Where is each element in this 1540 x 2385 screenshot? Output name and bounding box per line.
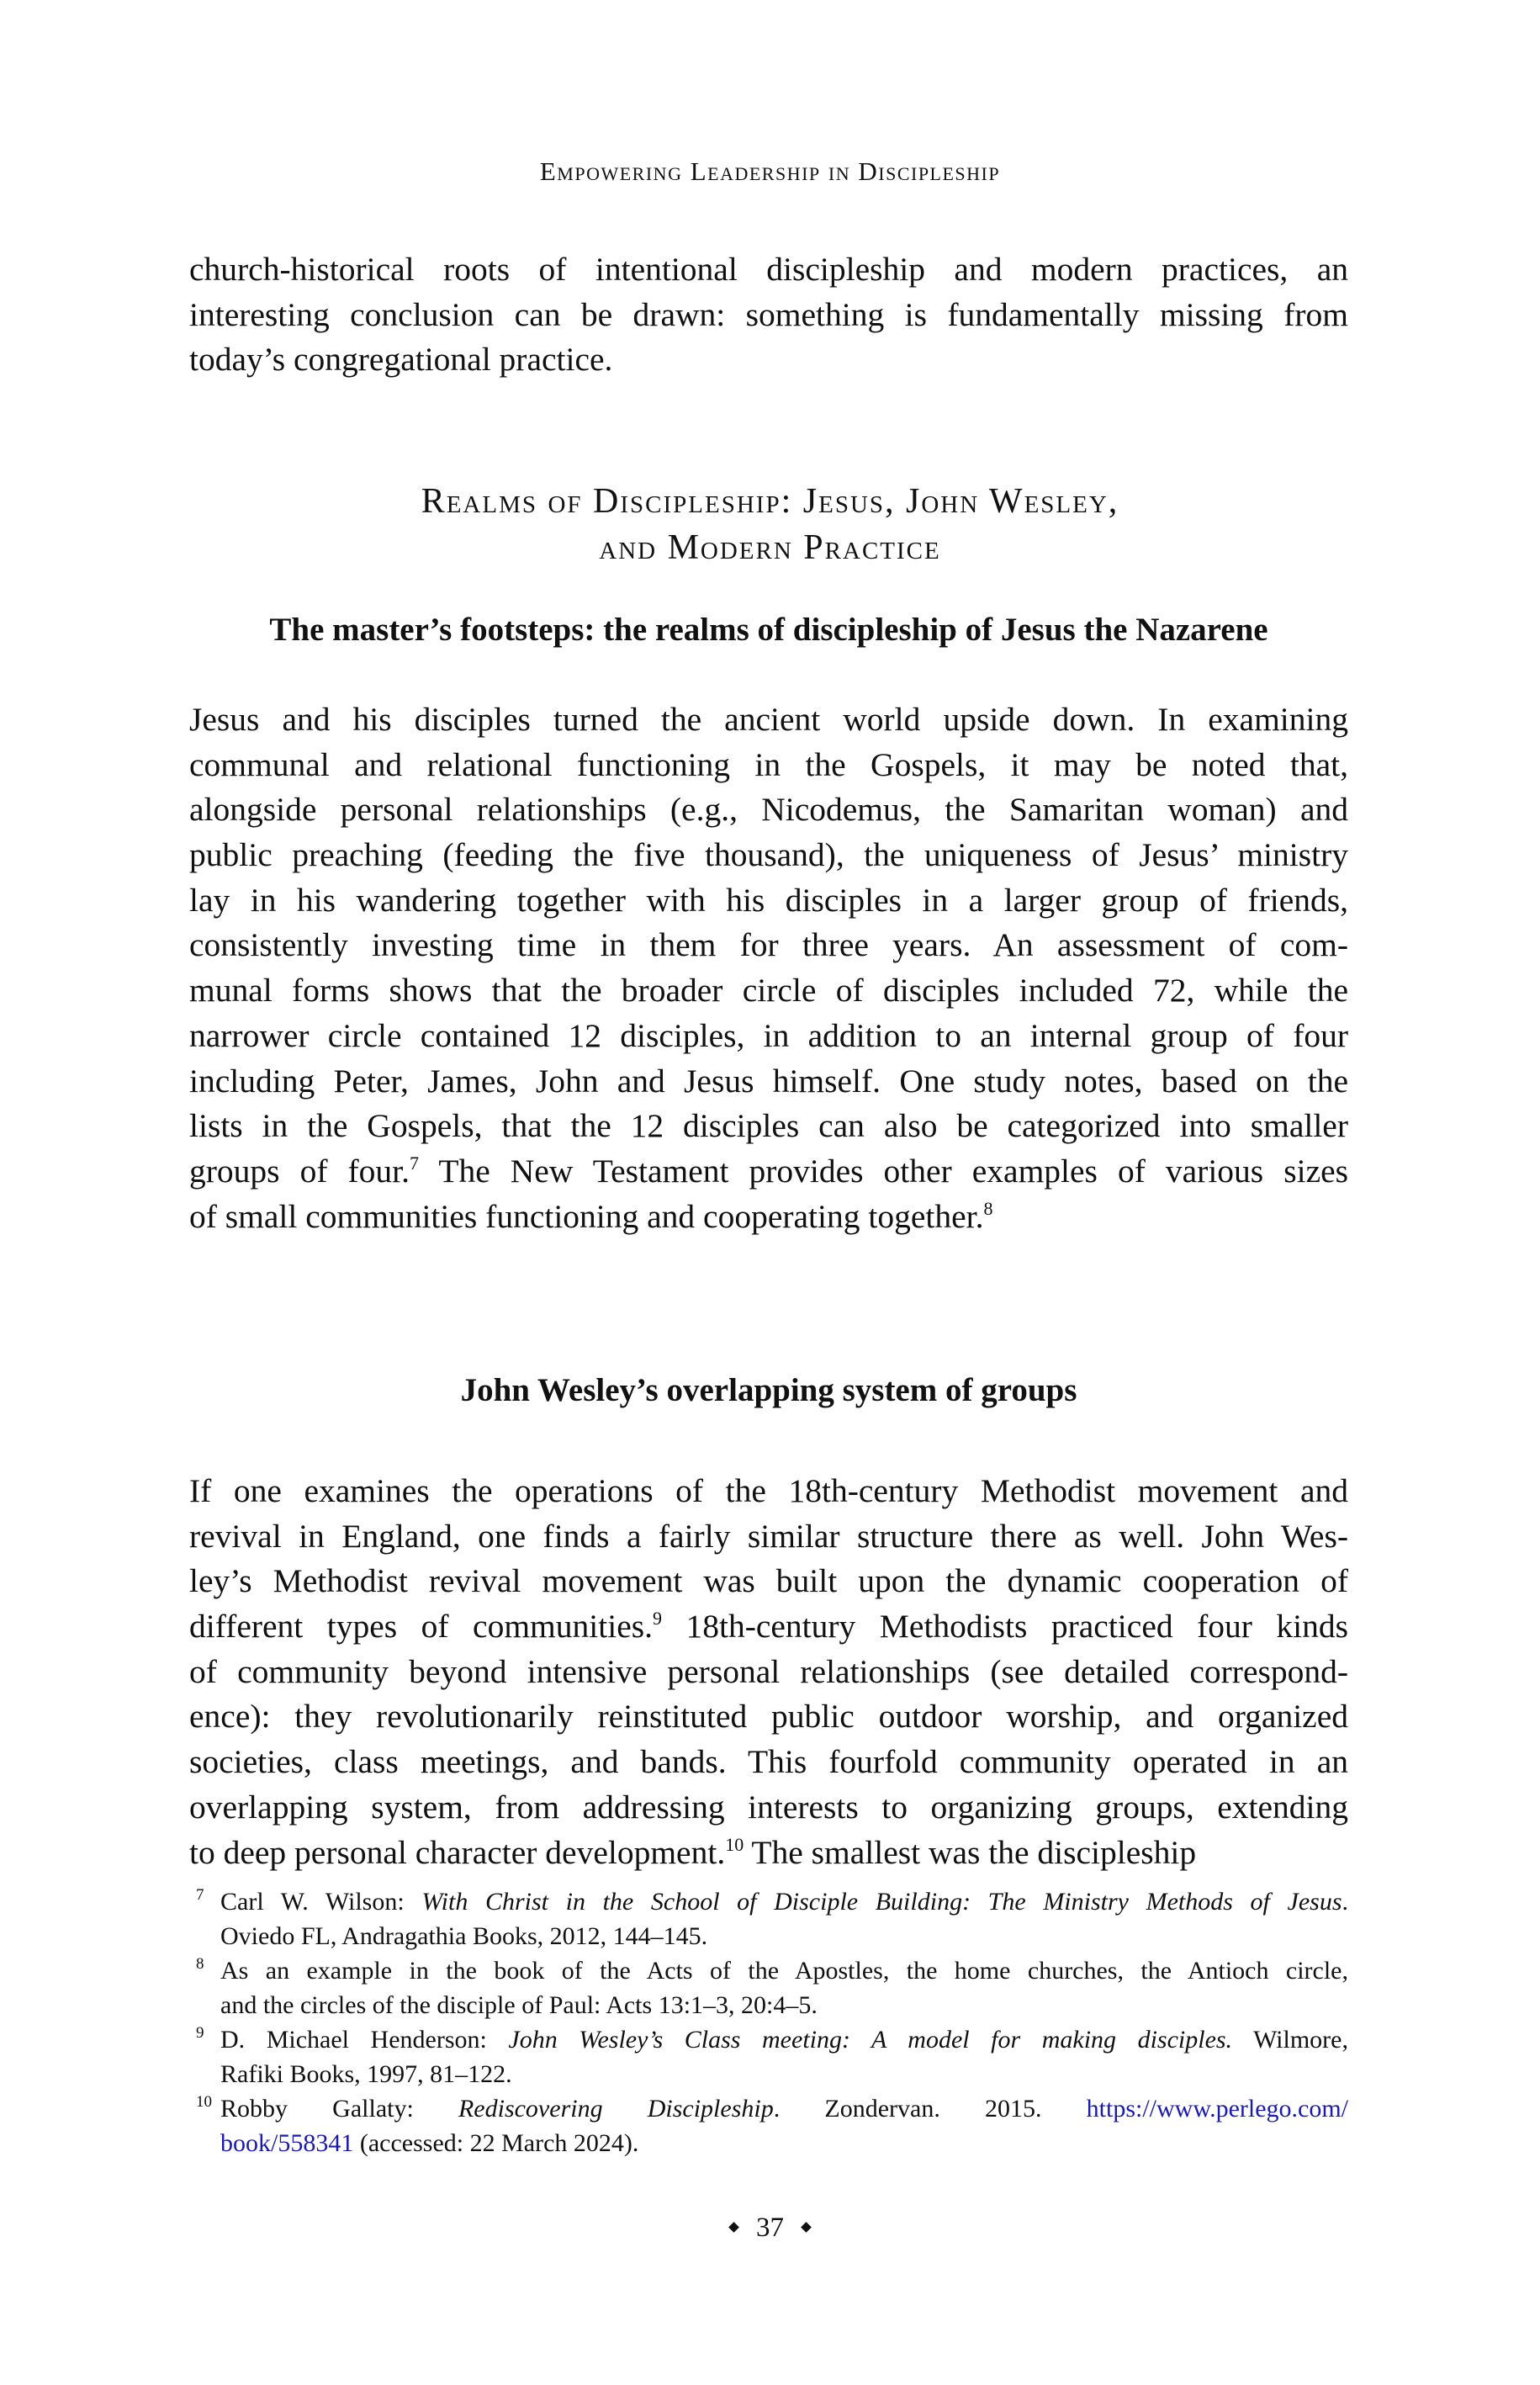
- page-number-value: 37: [756, 2213, 784, 2243]
- text-line: including Peter, James, John and Jesus himself. One study notes, based on the: [189, 1062, 1348, 1100]
- footnote-text: and the circles of the disciple of Paul: Acts 13:1–3, 20:4–5.: [220, 1991, 818, 2019]
- text-line: today’s congregational practice.: [189, 341, 613, 379]
- footnote-text: Robby Gallaty:: [220, 2095, 458, 2123]
- text-line: public preaching (feeding the five thousand), the uniqueness of Jesus’ ministry: [189, 836, 1348, 874]
- footnote-text: As an example in the book of the Acts of the Apostles, the home churches, the Antioch circle,: [220, 1957, 1348, 1985]
- footnote-link[interactable]: book/558341: [220, 2129, 354, 2157]
- footnote-8: [189, 1953, 1348, 2022]
- text-line: revival in England, one finds a fairly similar structure there as well. John Wes-: [189, 1517, 1348, 1555]
- text-segment: groups of four.: [189, 1152, 410, 1190]
- running-header: Empowering Leadership in Discipleship: [539, 156, 1001, 186]
- paragraph-wesley: [189, 1469, 1348, 1875]
- text-line: [189, 1831, 1348, 1876]
- footnote-text: (accessed: 22 March 2024).: [353, 2129, 639, 2157]
- section-heading-line-1: Realms of Discipleship: Jesus, John Wesley,: [421, 482, 1119, 521]
- footnote-line: [220, 1884, 1348, 1919]
- footnote-text: Rafiki Books, 1997, 81–122.: [220, 2060, 512, 2088]
- page-number: [0, 2211, 1540, 2245]
- footnote-line: [220, 1953, 1348, 1988]
- text-line: Jesus and his disciples turned the ancient world upside down. In examining: [189, 701, 1348, 738]
- text-line: communal and relational functioning in the Gospels, it may be noted that,: [189, 745, 1348, 783]
- footnote-number: 9: [196, 2024, 204, 2042]
- text-line: consistently investing time in them for three years. An assessment of com-: [189, 926, 1348, 964]
- footnote-7: [189, 1884, 1348, 1953]
- bullet-right-icon: [801, 2222, 812, 2233]
- text-line: of community beyond intensive personal relationships (see detailed correspond-: [189, 1652, 1348, 1690]
- footnote-reference[interactable]: 8: [983, 1197, 993, 1219]
- text-segment: different types of communities.: [189, 1608, 653, 1646]
- text-segment: The New Testament provides other examples of various sizes: [419, 1152, 1349, 1190]
- text-line: ence): they revolutionarily reinstituted public outdoor worship, and organized: [189, 1698, 1348, 1736]
- text-line: alongside personal relationships (e.g., Nicodemus, the Samaritan woman) and: [189, 791, 1348, 829]
- footnote-text: Carl W. Wilson:: [220, 1888, 422, 1916]
- bullet-left-icon: [728, 2222, 739, 2233]
- footnote-reference[interactable]: 10: [725, 1833, 744, 1855]
- section-heading-line-2: and Modern Practice: [599, 528, 941, 567]
- footnote-title: Rediscovering Discipleship: [458, 2095, 774, 2123]
- footnote-number: 7: [196, 1886, 204, 1904]
- footnote-line: [220, 1988, 1348, 2022]
- footnote-text: .: [1342, 1888, 1349, 1916]
- text-line: munal forms shows that the broader circle of disciples included 72, while the: [189, 972, 1348, 1010]
- text-segment: The smallest was the discipleship: [744, 1833, 1197, 1871]
- section-heading: [0, 479, 1540, 571]
- text-segment: of small communities functioning and cooperating together.: [189, 1197, 984, 1235]
- footnote-number: 8: [196, 1955, 204, 1973]
- footnote-10: [189, 2091, 1348, 2160]
- footnotes: [189, 1884, 1348, 2160]
- text-line: societies, class meetings, and bands. This fourfold community operated in an: [189, 1743, 1348, 1781]
- subsection-heading-wesley: John Wesley’s overlapping system of groups: [460, 1372, 1077, 1408]
- footnote-line: [220, 2022, 1348, 2057]
- text-line: interesting conclusion can be drawn: something is fundamentally missing from: [189, 295, 1348, 333]
- footnote-text: . Zondervan. 2015.: [773, 2095, 1087, 2123]
- text-line: [189, 1195, 1348, 1240]
- footnote-line: [220, 1919, 1348, 1953]
- footnote-9: [189, 2022, 1348, 2091]
- footnote-reference[interactable]: 7: [410, 1152, 420, 1174]
- footnote-text: Wilmore,: [1232, 2026, 1348, 2054]
- text-line: church-historical roots of intentional discipleship and modern practices, an: [189, 251, 1348, 288]
- paragraph-jesus: [189, 697, 1348, 1239]
- footnote-line: [220, 2057, 1348, 2091]
- text-segment: 18th-century Methodists practiced four kinds: [661, 1608, 1348, 1646]
- text-line: overlapping system, from addressing interests to organizing groups, extending: [189, 1788, 1348, 1826]
- footnote-line: [220, 2126, 1348, 2160]
- subsection-heading-jesus: The master’s footsteps: the realms of discipleship of Jesus the Nazarene: [269, 612, 1268, 648]
- text-line: [189, 1604, 1348, 1650]
- text-line: lists in the Gospels, that the 12 disciples can also be categorized into smaller: [189, 1107, 1348, 1145]
- intro-paragraph: [189, 247, 1348, 383]
- text-line: [189, 1149, 1348, 1195]
- footnote-number: 10: [196, 2093, 212, 2111]
- footnote-reference[interactable]: 9: [652, 1608, 662, 1630]
- footnote-title: John Wesley’s Class meeting: A model for making disciples.: [508, 2026, 1233, 2054]
- footnote-line: [220, 2091, 1348, 2126]
- text-line: ley’s Methodist revival movement was built upon the dynamic cooperation of: [189, 1562, 1348, 1600]
- text-line: narrower circle contained 12 disciples, in addition to an internal group of four: [189, 1016, 1348, 1054]
- text-line: lay in his wandering together with his disciples in a larger group of friends,: [189, 881, 1348, 919]
- footnote-text: Oviedo FL, Andragathia Books, 2012, 144–145.: [220, 1922, 708, 1950]
- text-line: If one examines the operations of the 18th-century Methodist movement and: [189, 1472, 1348, 1509]
- footnote-text: D. Michael Henderson:: [220, 2026, 509, 2054]
- text-segment: to deep personal character development.: [189, 1833, 726, 1871]
- footnote-link[interactable]: https://www.perlego.com/: [1086, 2095, 1349, 2123]
- footnote-title: With Christ in the School of Disciple Building: The Ministry Methods of Jesus: [421, 1888, 1342, 1916]
